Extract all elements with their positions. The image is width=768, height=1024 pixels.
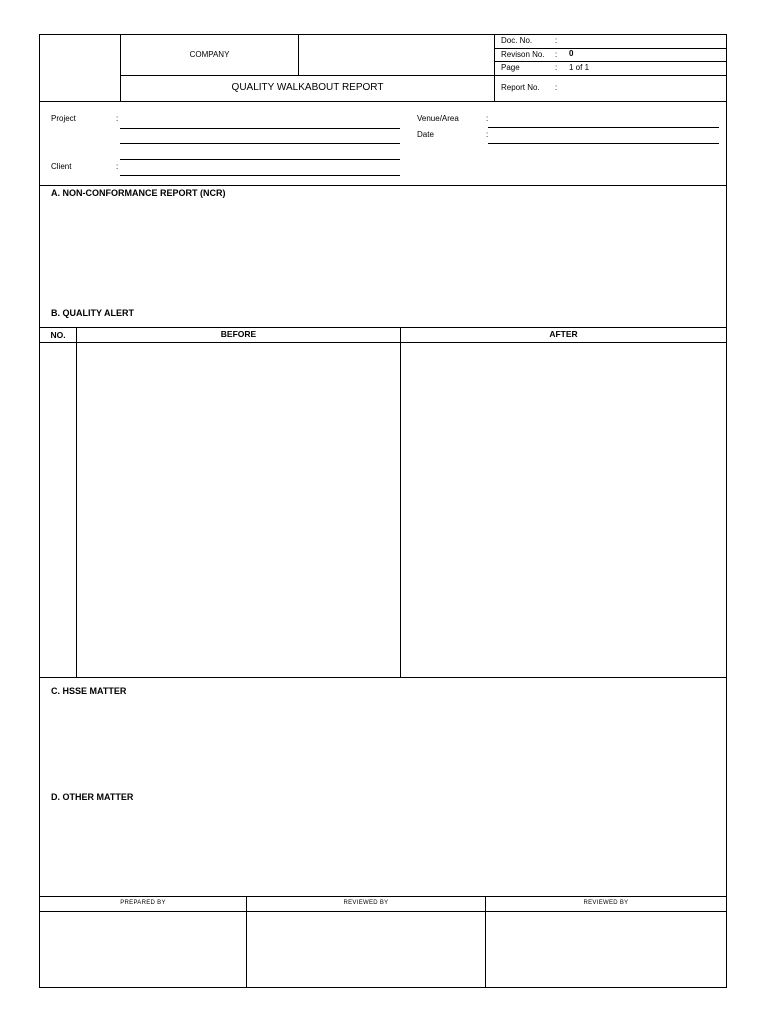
page-value: 1 of 1: [569, 63, 590, 72]
prepared-by-label: PREPARED BY: [120, 900, 166, 906]
info-bottom-border: [39, 185, 727, 186]
other-content-area[interactable]: [40, 806, 726, 894]
reviewed-by-signature-2[interactable]: [486, 912, 726, 987]
client-colon: :: [116, 162, 119, 171]
doc-no-colon: :: [555, 36, 558, 45]
reviewed-by-label-1: REVIEWED BY: [343, 900, 389, 906]
client-field-2[interactable]: [121, 161, 400, 175]
client-underline-2: [120, 175, 400, 176]
date-colon: :: [486, 130, 489, 139]
date-label: Date: [417, 130, 434, 139]
alert-before-cell[interactable]: [77, 343, 400, 677]
report-no-label: Report No.: [501, 83, 540, 92]
project-field-2[interactable]: [121, 129, 400, 143]
date-underline: [488, 143, 719, 144]
company-name-cell: [121, 35, 298, 75]
signoff-top: [39, 896, 727, 897]
client-field-1[interactable]: [121, 145, 400, 159]
project-underline-2: [120, 143, 400, 144]
meta-row-divider-1: [494, 48, 727, 49]
report-no-field[interactable]: [566, 81, 716, 95]
alert-table-bottom: [39, 677, 727, 678]
report-no-colon: :: [555, 83, 558, 92]
page-label: Page: [501, 63, 520, 72]
venue-underline: [488, 127, 719, 128]
project-field[interactable]: [121, 114, 400, 128]
hsse-content-area[interactable]: [40, 700, 726, 788]
doc-no-label: Doc. No.: [501, 36, 533, 45]
reviewed-by-label-2: REVIEWED BY: [583, 900, 629, 906]
meta-row-divider-2: [494, 61, 727, 62]
venue-colon: :: [486, 114, 489, 123]
other-heading: D. OTHER MATTER: [51, 792, 134, 802]
revision-value: 0: [569, 49, 574, 58]
doc-no-field[interactable]: [566, 35, 716, 47]
report-title: QUALITY WALKABOUT REPORT: [231, 82, 384, 93]
page-colon: :: [555, 63, 558, 72]
header-divider-meta: [494, 34, 495, 101]
report-title-cell: [121, 76, 494, 101]
revision-label: Revison No.: [501, 50, 545, 59]
client-underline-1: [120, 159, 400, 160]
venue-label: Venue/Area: [417, 114, 459, 123]
alert-col-after: AFTER: [549, 329, 578, 339]
alert-no-cell[interactable]: [40, 343, 76, 677]
logo-area: [40, 35, 120, 101]
project-colon: :: [116, 114, 119, 123]
header-bottom-border: [39, 101, 727, 102]
alert-table-top: [39, 327, 727, 328]
company-extra-cell: [299, 35, 494, 75]
revision-colon: :: [555, 50, 558, 59]
alert-after-cell[interactable]: [401, 343, 726, 677]
client-label: Client: [51, 162, 72, 171]
ncr-content-area[interactable]: [40, 202, 726, 302]
date-field[interactable]: [489, 129, 719, 143]
hsse-heading: C. HSSE MATTER: [51, 686, 127, 696]
quality-alert-heading: B. QUALITY ALERT: [51, 308, 134, 318]
project-label: Project: [51, 114, 76, 123]
alert-col-before: BEFORE: [220, 329, 257, 339]
reviewed-by-signature-1[interactable]: [247, 912, 485, 987]
company-name: COMPANY: [189, 50, 230, 59]
prepared-by-signature[interactable]: [40, 912, 246, 987]
venue-field[interactable]: [489, 113, 719, 127]
ncr-heading: A. NON-CONFORMANCE REPORT (NCR): [51, 188, 226, 198]
alert-col-no: NO.: [50, 330, 66, 340]
